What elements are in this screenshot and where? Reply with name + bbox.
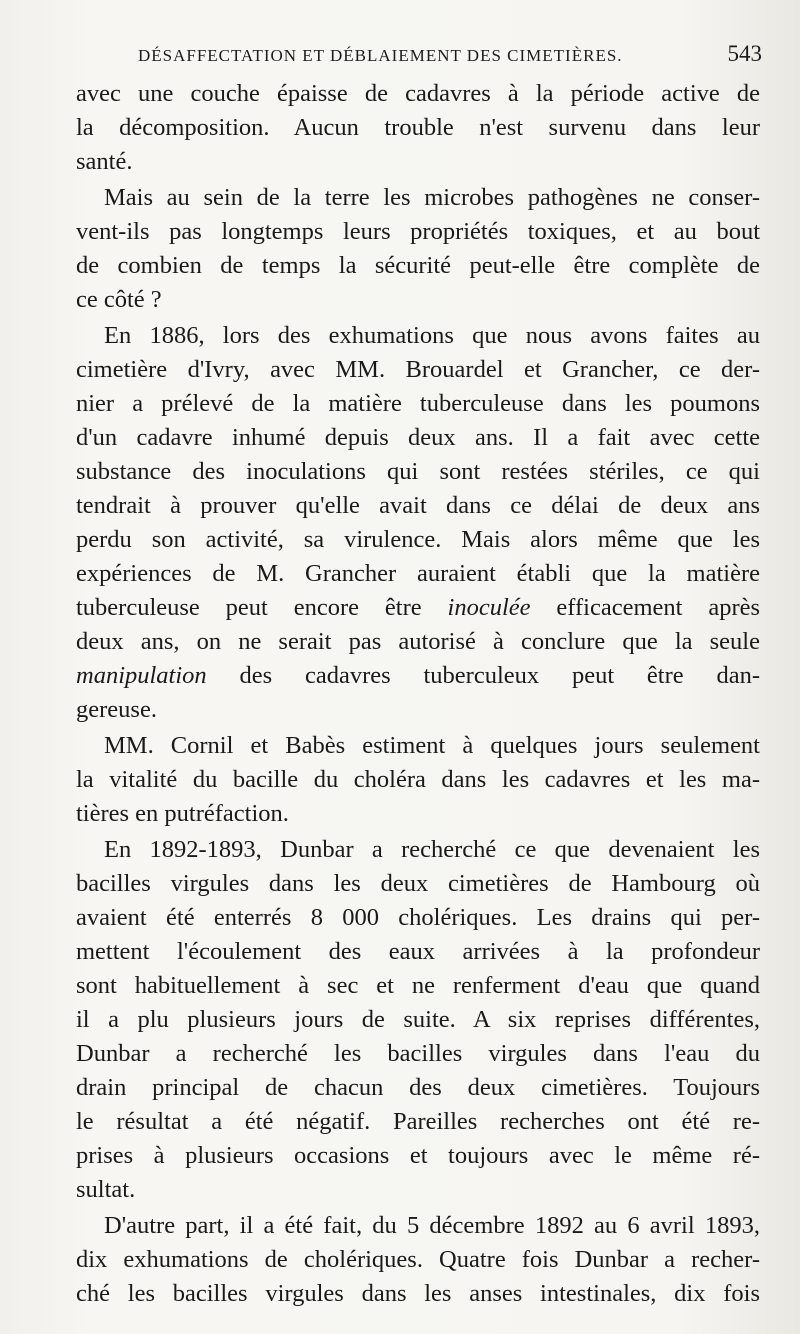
text-line: sultat.: [76, 1176, 136, 1203]
text-line: Mais au sein de la terre les microbes pathogènes ne conser-: [104, 184, 760, 211]
text-line: [76, 591, 760, 625]
text-line: santé.: [76, 148, 133, 175]
text-line: le résultat a été négatif. Pareilles recherches ont été re-: [76, 1108, 760, 1135]
text-line: expériences de M. Grancher auraient établi que la matière: [76, 560, 760, 587]
text-line: D'autre part, il a été fait, du 5 décembre 1892 au 6 avril 1893,: [104, 1212, 760, 1239]
text-line: mettent l'écoulement des eaux arrivées à la profondeur: [76, 938, 760, 965]
text-line: Dunbar a recherché les bacilles virgules dans l'eau du: [76, 1040, 760, 1067]
text-line: bacilles virgules dans les deux cimetières de Hambourg où: [76, 870, 760, 897]
italic-term: manipulation: [76, 662, 207, 689]
text-line: prises à plusieurs occasions et toujours avec le même ré-: [76, 1142, 760, 1169]
text-line: perdu son activité, sa virulence. Mais alors même que les: [76, 526, 760, 553]
text-line: drain principal de chacun des deux cimetières. Toujours: [76, 1074, 760, 1101]
text-line: tendrait à prouver qu'elle avait dans ce délai de deux ans: [76, 492, 760, 519]
text-line: la vitalité du bacille du choléra dans les cadavres et les ma-: [76, 766, 760, 793]
text-line: tières en putréfaction.: [76, 800, 289, 827]
text-line: avec une couche épaisse de cadavres à la période active de: [76, 80, 760, 107]
italic-term: inoculée: [447, 594, 531, 621]
text-line: cimetière d'Ivry, avec MM. Brouardel et Grancher, ce der-: [76, 356, 760, 383]
text-line: de combien de temps la sécurité peut-elle être complète de: [76, 252, 760, 279]
text-line: dix exhumations de cholériques. Quatre fois Dunbar a recher-: [76, 1246, 760, 1273]
text-line: il a plu plusieurs jours de suite. A six reprises différentes,: [76, 1006, 760, 1033]
text-line: [76, 659, 760, 693]
text-line: avaient été enterrés 8 000 cholériques. Les drains qui per-: [76, 904, 760, 931]
text-segment: efficacement après: [556, 594, 761, 621]
text-line: la décomposition. Aucun trouble n'est survenu dans leur: [76, 114, 760, 141]
text-line: gereuse.: [76, 696, 157, 723]
text-line: En 1892-1893, Dunbar a recherché ce que devenaient les: [104, 836, 760, 863]
body-text: [76, 77, 760, 1311]
text-line: ché les bacilles virgules dans les anses intestinales, dix fois: [76, 1280, 760, 1307]
text-line: MM. Cornil et Babès estiment à quelques jours seulement: [104, 732, 760, 759]
text-segment: des cadavres tuberculeux peut être dan-: [239, 662, 760, 689]
page-number: 543: [727, 41, 762, 66]
text-line: sont habituellement à sec et ne renferment d'eau que quand: [76, 972, 760, 999]
text-line: vent-ils pas longtemps leurs propriétés toxiques, et au bout: [76, 218, 760, 245]
page-header: [138, 41, 762, 74]
text-line: nier a prélevé de la matière tuberculeuse dans les poumons: [76, 390, 760, 417]
text-line: deux ans, on ne serait pas autorisé à conclure que la seule: [76, 628, 760, 655]
text-line: En 1886, lors des exhumations que nous avons faites au: [104, 322, 760, 349]
running-head: DÉSAFFECTATION ET DÉBLAIEMENT DES CIMETIÈRES.: [138, 46, 623, 65]
text-line: ce côté ?: [76, 286, 162, 313]
text-line: substance des inoculations qui sont restées stériles, ce qui: [76, 458, 760, 485]
text-line: d'un cadavre inhumé depuis deux ans. Il a fait avec cette: [76, 424, 760, 451]
text-segment: tuberculeuse peut encore être: [76, 594, 422, 621]
